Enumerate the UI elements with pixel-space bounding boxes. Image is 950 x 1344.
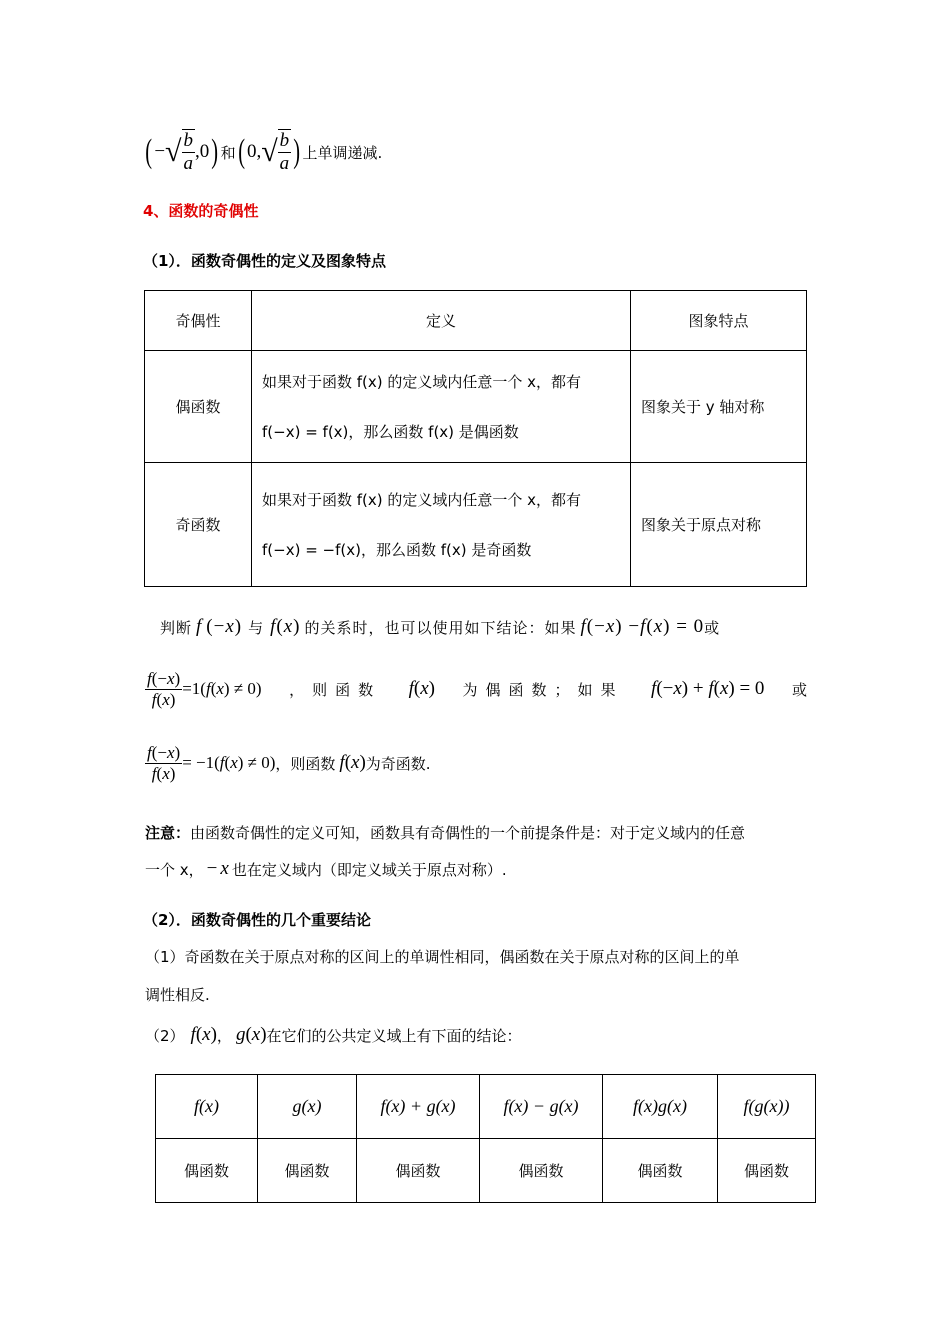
odd-def-line1: 如果对于函数 f(x) 的定义域内任意一个 x，都有: [262, 490, 582, 509]
sqrt-sign: √: [165, 135, 182, 168]
subsection-title-1: （1）．函数奇偶性的定义及图象特点: [143, 252, 386, 270]
odd-function-definition: [252, 463, 631, 587]
header-f-times-g: f(x)g(x): [603, 1075, 718, 1139]
header-parity: 奇偶性: [145, 291, 252, 351]
f-neg-x: f: [196, 616, 203, 637]
odd-def-line2: f(−x) = −f(x)，那么函数 f(x) 是奇函数: [262, 540, 532, 559]
cell-even: 偶函数: [603, 1139, 718, 1203]
close-paren: ): [293, 133, 301, 170]
parity-definition-table: [144, 290, 807, 587]
even-def-line2: f(−x) = f(x)，那么函数 f(x) 是偶函数: [262, 422, 519, 441]
cell-even: 偶函数: [156, 1139, 258, 1203]
cell-even: 偶函数: [258, 1139, 357, 1203]
section-title: 4、函数的奇偶性: [143, 202, 259, 220]
cell-even: 偶函数: [480, 1139, 603, 1203]
close-paren: ): [211, 133, 219, 170]
sqrt-sign: √: [261, 135, 278, 168]
and-text: 和: [220, 143, 236, 162]
fraction-b-over-a: $\frac{b}{a}$: [279, 130, 290, 174]
odd-graph-feature: 图象关于原点对称: [631, 463, 807, 587]
judge-line-3: $\frac{f(-x)}{f(x)}$ = −1( f ( x ) ≠ 0) ，则函数 f ( x ) 为奇函数.: [147, 742, 431, 783]
judge-line-1: 判断 f (− x ) 与 f ( x ) 的关系时，也可以使用如下结论：如果 f (− x ) − f ( x ) = 0 或: [160, 616, 721, 637]
even-graph-feature: 图象关于 y 轴对称: [631, 351, 807, 463]
conclusion-1-line-1: （1）奇函数在关于原点对称的区间上的单调性相同，偶函数在关于原点对称的区间上的单: [145, 948, 740, 966]
fraction-b-over-a: $\frac{b}{a}$: [183, 130, 194, 174]
conclusion-2-line: （2） f ( x ) ， g ( x ) 在它们的公共定义域上有下面的结论：: [145, 1024, 522, 1045]
even-function-name: 偶函数: [145, 351, 252, 463]
open-paren: (: [145, 133, 153, 170]
ratio-fraction: $\frac{f(-x)}{f(x)}$: [147, 668, 181, 709]
monotone-decreasing-text: 上单调递减.: [302, 143, 383, 162]
even-def-line1: 如果对于函数 f(x) 的定义域内任意一个 x，都有: [262, 372, 582, 391]
note-line-2: 一个 x， − x 也在定义域内（即定义域关于原点对称）.: [145, 858, 507, 879]
comma-zero: ,0: [195, 141, 210, 162]
note-label: 注意：: [145, 824, 191, 842]
minus-sign: −: [154, 141, 166, 162]
header-f-minus-g: f(x) − g(x): [480, 1075, 603, 1139]
conclusion-1-line-2: 调性相反.: [145, 986, 210, 1004]
header-f-of-g: f(g(x)): [718, 1075, 816, 1139]
subsection-title-2: （2）．函数奇偶性的几个重要结论: [143, 911, 371, 929]
cell-even: 偶函数: [357, 1139, 480, 1203]
header-definition: 定义: [252, 291, 631, 351]
open-paren: (: [237, 133, 245, 170]
zero-comma: 0,: [246, 141, 262, 162]
header-f: f(x): [156, 1075, 258, 1139]
header-f-plus-g: f(x) + g(x): [357, 1075, 480, 1139]
judge-line-2: $\frac{f(-x)}{f(x)}$ =1( f ( x ) ≠ 0) ，则函数 f(x) 为偶函数；如果 f(−x) + f(x) = 0 或: [147, 668, 807, 709]
note-line-1: 注意：由函数奇偶性的定义可知，函数具有奇偶性的一个前提条件是：对于定义域内的任意: [145, 824, 746, 842]
header-g: g(x): [258, 1075, 357, 1139]
header-graph-feature: 图象特点: [631, 291, 807, 351]
monotonic-interval-line: [143, 122, 382, 182]
even-function-definition: [252, 351, 631, 463]
ratio-fraction: $\frac{f(-x)}{f(x)}$: [147, 742, 181, 783]
odd-function-name: 奇函数: [145, 463, 252, 587]
cell-even: 偶函数: [718, 1139, 816, 1203]
combination-table: [155, 1074, 816, 1203]
